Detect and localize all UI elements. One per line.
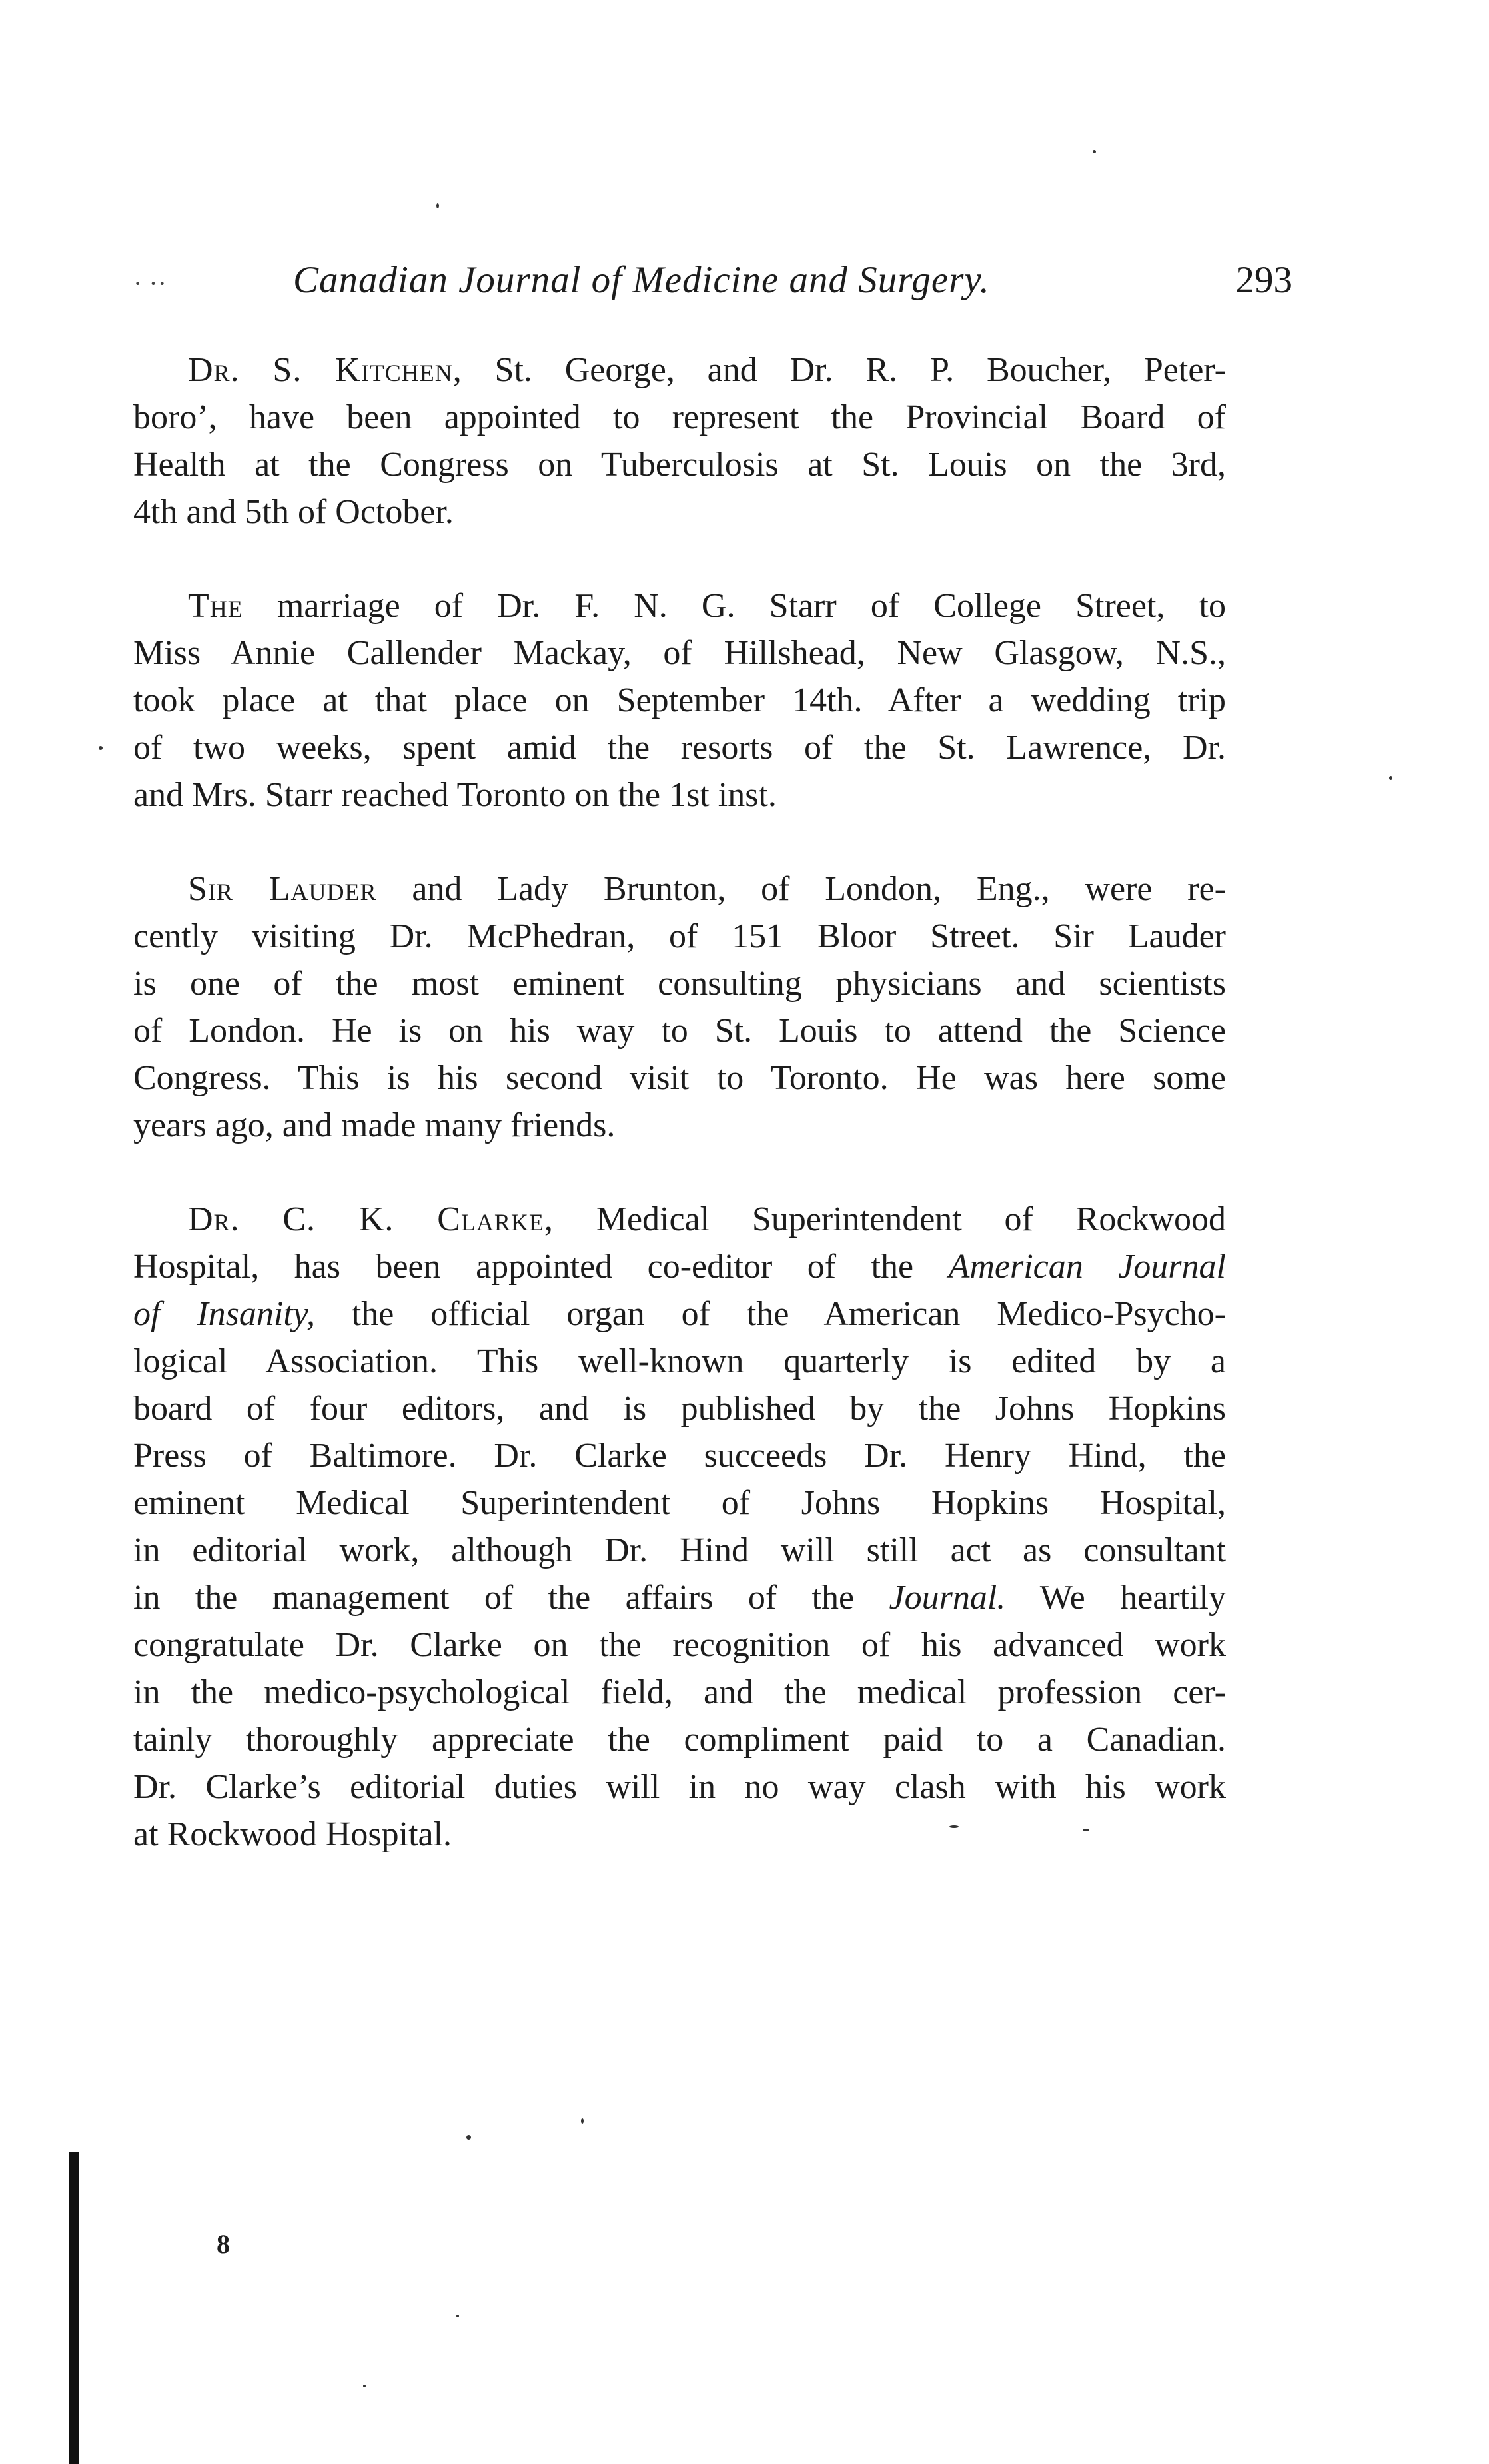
text-line: eminent Medical Superintendent of Johns Hopkins Hospital, (133, 1484, 1226, 1522)
lead-in: The (188, 587, 243, 625)
scan-speck (363, 2385, 366, 2387)
scan-speck (456, 2315, 459, 2317)
text-line: in editorial work, although Dr. Hind will still act as consultant (133, 1531, 1226, 1569)
scan-speck (466, 2135, 471, 2140)
journal-name-italic: Journal. (889, 1579, 1006, 1617)
text-line: Miss Annie Callender Mackay, of Hillshead, New Glasgow, N.S., (133, 634, 1226, 672)
text-line (133, 346, 1226, 394)
line-text: the official organ of the American Medico-Psycho- (314, 1295, 1226, 1333)
text-line: of London. He is on his way to St. Louis to attend the Science (133, 1012, 1226, 1050)
article-body (133, 346, 1226, 1904)
page-number: 293 (1235, 259, 1292, 301)
line-text: and Lady Brunton, of London, Eng., were re- (376, 870, 1226, 908)
scan-speck (436, 203, 439, 208)
text-line: at Rockwood Hospital. (133, 1815, 452, 1853)
lead-in: Dr. S. Kitchen, (188, 351, 462, 389)
journal-title: Canadian Journal of Medicine and Surgery. (293, 259, 990, 301)
text-line: Health at the Congress on Tuberculosis at St. Louis on the 3rd, (133, 446, 1226, 484)
scan-speck (949, 1825, 959, 1828)
text-line: cently visiting Dr. McPhedran, of 151 Bloor Street. Sir Lauder (133, 917, 1226, 955)
text-line: logical Association. This well-known quarterly is edited by a (133, 1342, 1226, 1380)
line-text: Hospital, has been appointed co-editor of the (133, 1248, 949, 1286)
lead-in: Dr. C. K. Clarke, (188, 1200, 554, 1238)
line-text: St. George, and Dr. R. P. Boucher, Peter- (462, 351, 1227, 389)
news-paragraph-clarke (133, 1196, 1226, 1858)
text-line: Press of Baltimore. Dr. Clarke succeeds Dr. Henry Hind, the (133, 1437, 1226, 1475)
text-line: Congress. This is his second visit to Toronto. He was here some (133, 1059, 1226, 1097)
line-text: marriage of Dr. F. N. G. Starr of College Street, to (243, 587, 1226, 625)
news-paragraph-brunton (133, 865, 1226, 1149)
text-line (133, 582, 1226, 629)
text-line: tainly thoroughly appreciate the compliment paid to a Canadian. (133, 1721, 1226, 1759)
scan-speck (1389, 776, 1392, 780)
line-text: Medical Superintendent of Rockwood (553, 1200, 1226, 1238)
running-header (133, 258, 1292, 312)
text-line: took place at that place on September 14th. After a wedding trip (133, 681, 1226, 719)
scan-edge-shadow (69, 2152, 79, 2464)
line-text: in the management of the affairs of the (133, 1579, 889, 1617)
text-line: is one of the most eminent consulting physicians and scientists (133, 965, 1226, 1003)
text-line: 4th and 5th of October. (133, 493, 454, 531)
scan-speck (581, 2118, 584, 2124)
text-line: and Mrs. Starr reached Toronto on the 1st inst. (133, 776, 777, 814)
text-line: board of four editors, and is published by the Johns Hopkins (133, 1390, 1226, 1428)
text-line (133, 1243, 1226, 1290)
scan-speck (1093, 150, 1096, 153)
news-paragraph-starr-marriage (133, 582, 1226, 819)
journal-name-italic: of Insanity, (133, 1295, 315, 1333)
news-paragraph-kitchen (133, 346, 1226, 536)
text-line: years ago, and made many friends. (133, 1106, 616, 1144)
text-line (133, 1290, 1226, 1338)
text-line: boro’, have been appointed to represent the Provincial Board of (133, 398, 1226, 436)
text-line: of two weeks, spent amid the resorts of the St. Lawrence, Dr. (133, 729, 1226, 767)
lead-in: Sir Lauder (188, 870, 377, 908)
signature-mark: 8 (217, 2229, 230, 2259)
text-line (133, 1574, 1226, 1621)
text-line: in the medico-psychological field, and the medical profession cer- (133, 1673, 1226, 1711)
journal-name-italic: American Journal (948, 1248, 1226, 1286)
text-line (133, 1196, 1226, 1243)
text-line: Dr. Clarke’s editorial duties will in no way clash with his work (133, 1768, 1226, 1806)
text-line (133, 865, 1226, 913)
text-line: congratulate Dr. Clarke on the recognition of his advanced work (133, 1626, 1226, 1664)
scan-speck (99, 746, 103, 750)
line-text: We heartily (1005, 1579, 1226, 1617)
header-mark: · ·· (133, 268, 167, 298)
scan-speck (1083, 1829, 1089, 1831)
